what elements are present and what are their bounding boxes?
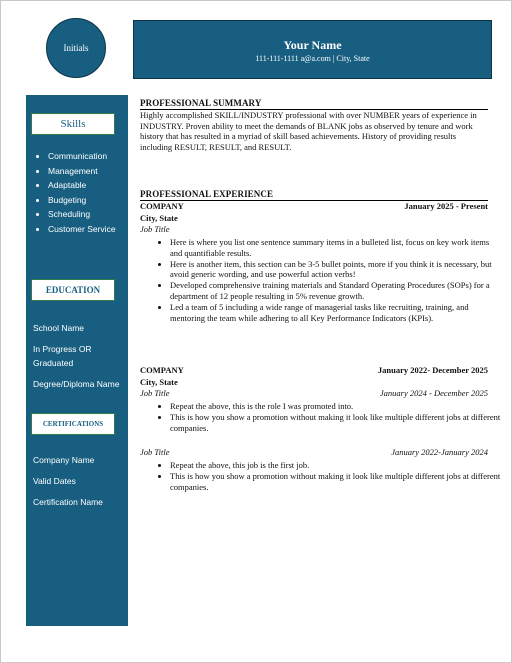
sidebar [26,95,128,626]
summary-heading: PROFESSIONAL SUMMARY [140,98,488,110]
initials-text: Initials [63,43,89,53]
job2-location-row [140,377,488,388]
job2-role2-dates: January 2022-January 2024 [391,447,488,457]
skills-list [34,149,142,236]
education-school: School Name [33,323,85,333]
bullet-item: • This is how you show a promotion without making it look like multiple different jobs at different companies. [170,471,502,492]
job1-title: Job Title [140,224,170,234]
full-name: Your Name [283,38,342,52]
contact-line: 111-111-1111 a@a.com | City, State [255,54,370,63]
bullet-item: • This is how you show a promotion without making it look like multiple different jobs at different companies. [170,412,502,433]
job2-role2-bullets [156,460,502,493]
job1-title-row [140,224,488,235]
education-degree: Degree/Diploma Name [33,379,120,389]
bullet-item: • Led a team of 5 including a wide range of managerial tasks like recruiting, training, and mentoring the team while adhering to all Key Performance Indicators (KPIs). [170,302,502,323]
experience-heading: PROFESSIONAL EXPERIENCE [140,189,488,201]
job2-role2-row [140,447,488,458]
job2-header [140,365,488,376]
job2-role2-title: Job Title [140,447,170,457]
name-banner [133,20,492,79]
certifications-heading: CERTIFICATIONS [31,413,115,435]
skill-item: • Budgeting [48,193,142,208]
skill-item: • Adaptable [48,178,142,193]
job1-dates: January 2025 - Present [404,201,488,211]
job1-bullets [156,237,502,324]
cert-name: Certification Name [33,497,103,507]
job2-location: City, State [140,377,178,387]
job1-location: City, State [140,213,178,223]
job1-company: COMPANY [140,201,184,211]
job1-location-row [140,213,488,224]
job2-role1-bullets [156,401,502,434]
job2-role1-row [140,388,488,399]
initials-circle [46,18,106,78]
skill-item: • Communication [48,149,142,164]
job1-header [140,201,488,212]
education-status: In Progress OR Graduated [33,344,92,368]
job2-dates: January 2022- December 2025 [377,365,488,375]
skills-heading: Skills [31,113,115,135]
skill-item: • Scheduling [48,207,142,222]
bullet-item: • Repeat the above, this job is the first job. [170,460,502,471]
job2-company: COMPANY [140,365,184,375]
education-heading: EDUCATION [31,279,115,301]
job2-role1-dates: January 2024 - December 2025 [379,388,488,398]
cert-company: Company Name [33,455,95,465]
summary-text: Highly accomplished SKILL/INDUSTRY professional with over NUMBER years of experience in INDUSTRY. Proven ability to meet the demands of BLANK jobs as observed by tenure and work history that has resulted in a myriad of skill based achievements. History of providing results including RESULT, RESULT, and RESULT. [140,110,477,152]
bullet-item: • Here is another item, this section can be 3-5 bullet points, more if you think it is necessary, but avoid generic wording, and use powerful action verbs! [170,259,502,280]
skill-item: • Management [48,164,142,179]
skill-item: • Customer Service [48,222,142,237]
bullet-item: • Repeat the above, this is the role I was promoted into. [170,401,502,412]
bullet-item: • Developed comprehensive training materials and Standard Operating Procedures (SOPs) for a department of 12 people resulting in 5% revenue growth. [170,280,502,301]
job2-role1-title: Job Title [140,388,170,398]
bullet-item: • Here is where you list one sentence summary items in a bulleted list, focus on key work items and quantifiable results. [170,237,502,258]
cert-dates: Valid Dates [33,476,76,486]
